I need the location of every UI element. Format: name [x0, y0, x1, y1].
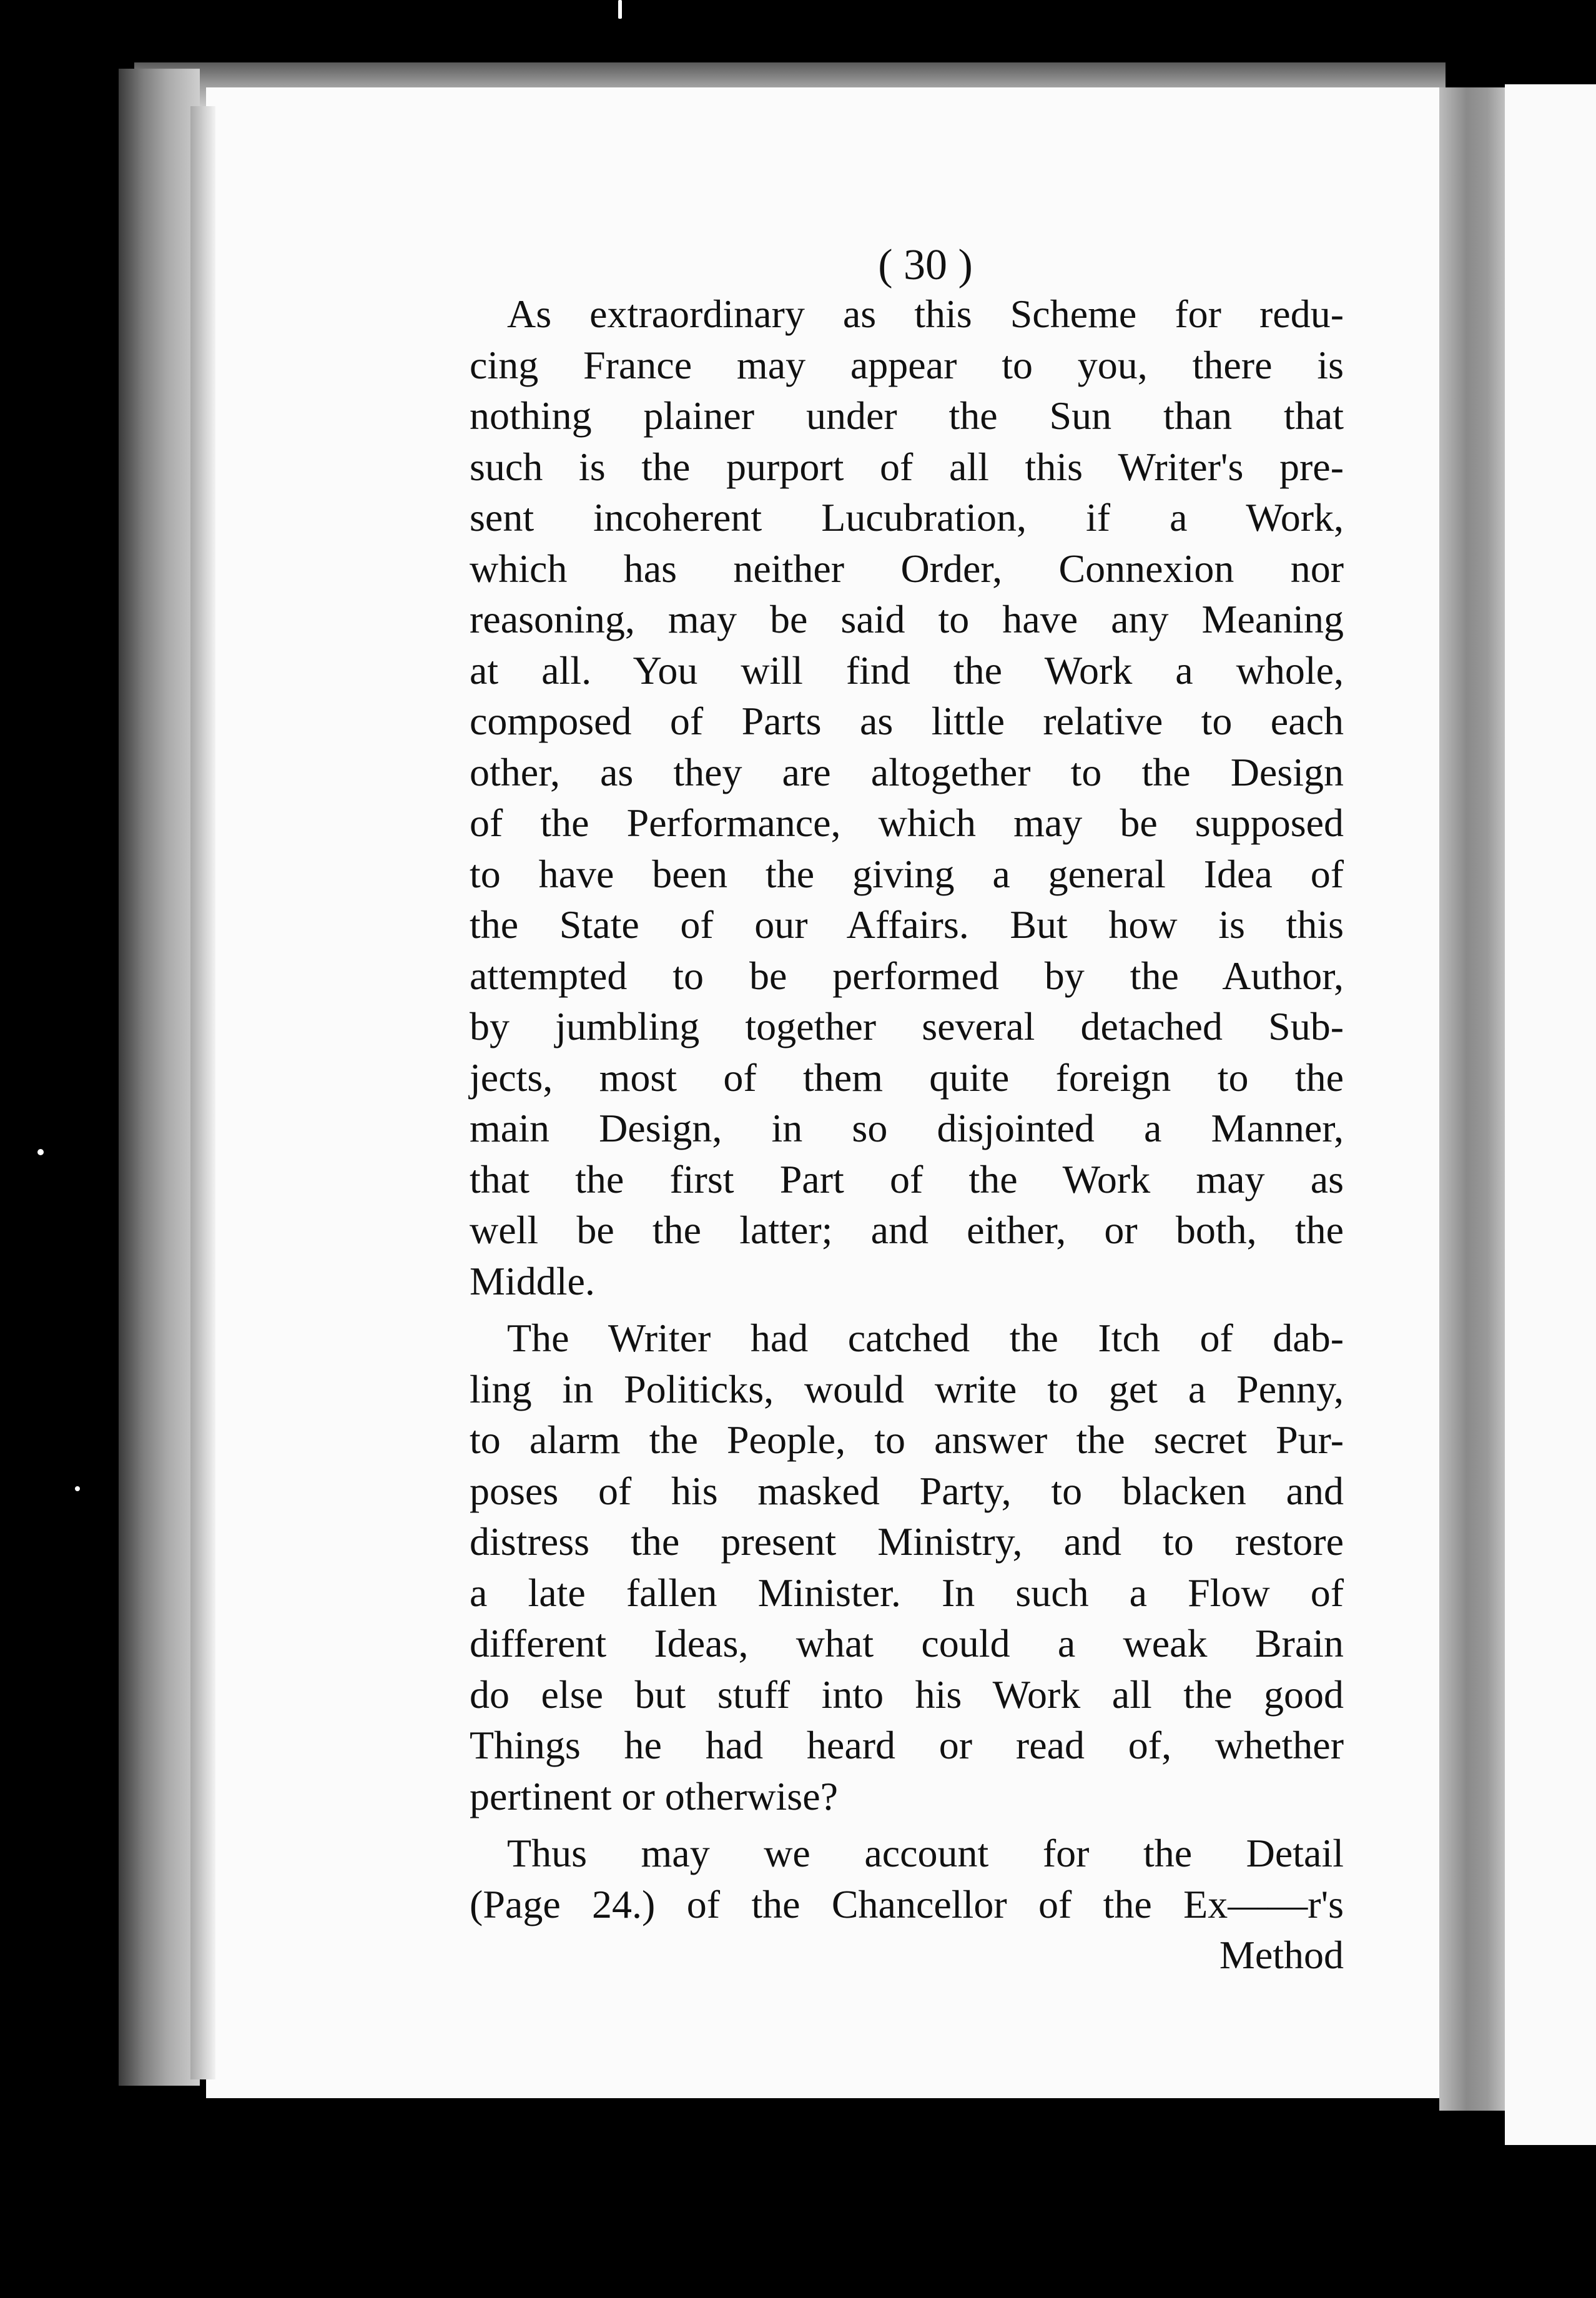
text-line: to alarm the People, to answer the secret Pur- [470, 1418, 1344, 1462]
text-line: such is the purport of all this Writer's pre- [470, 444, 1344, 489]
text-line: the State of our Affairs. But how is this [470, 902, 1344, 947]
text-line: attempted to be performed by the Author, [470, 953, 1344, 998]
gutter-shadow [190, 106, 215, 2079]
text-line: other, as they are altogether to the Design [470, 749, 1344, 794]
text-line: Middle. [470, 1258, 595, 1303]
text-line: nothing plainer under the Sun than that [470, 393, 1344, 438]
text-line: at all. You will find the Work a whole, [470, 648, 1344, 693]
paragraph-3 [470, 1828, 1344, 1930]
text-line: composed of Parts as little relative to each [470, 699, 1344, 743]
text-line: different Ideas, what could a weak Brain [470, 1621, 1344, 1665]
text-line: The Writer had catched the Itch of dab- [507, 1316, 1344, 1360]
text-line: Things he had heard or read of, whether [470, 1723, 1344, 1767]
text-line: by jumbling together several detached Sub- [470, 1004, 1344, 1048]
paragraph-2 [470, 1313, 1344, 1822]
text-line: pertinent or otherwise? [470, 1773, 838, 1818]
text-line: jects, most of them quite foreign to the [470, 1055, 1344, 1100]
text-line: reasoning, may be said to have any Meaning [470, 597, 1344, 641]
text-line: ling in Politicks, would write to get a Penny, [470, 1366, 1344, 1411]
text-line: poses of his masked Party, to blacken and [470, 1468, 1344, 1513]
paragraph-1 [470, 288, 1344, 1306]
text-line: (Page 24.) of the Chancellor of the Ex——r's [470, 1881, 1344, 1926]
page-number: ( 30 ) [878, 241, 973, 289]
text-line: distress the present Ministry, and to restore [470, 1519, 1344, 1564]
text-line: well be the latter; and either, or both, the [470, 1208, 1344, 1252]
facing-page-edge [1505, 84, 1596, 2145]
text-line: main Design, in so disjointed a Manner, [470, 1106, 1344, 1150]
text-line: a late fallen Minister. In such a Flow of [470, 1570, 1344, 1615]
text-line: that the first Part of the Work may as [470, 1156, 1344, 1201]
text-line: sent incoherent Lucubration, if a Work, [470, 495, 1344, 540]
text-line: As extraordinary as this Scheme for redu- [507, 292, 1344, 336]
text-line: cing France may appear to you, there is [470, 342, 1344, 387]
text-line: of the Performance, which may be supposed [470, 801, 1344, 845]
page-text [470, 237, 1344, 1981]
page-stack-left-edge [119, 69, 200, 2086]
binding-shadow [1439, 87, 1508, 2111]
text-line: which has neither Order, Connexion nor [470, 546, 1344, 591]
catchword: Method [1219, 1933, 1344, 1977]
text-line: Thus may we account for the Detail [507, 1831, 1344, 1875]
text-line: to have been the giving a general Idea of [470, 851, 1344, 896]
text-line: do else but stuff into his Work all the good [470, 1672, 1344, 1717]
